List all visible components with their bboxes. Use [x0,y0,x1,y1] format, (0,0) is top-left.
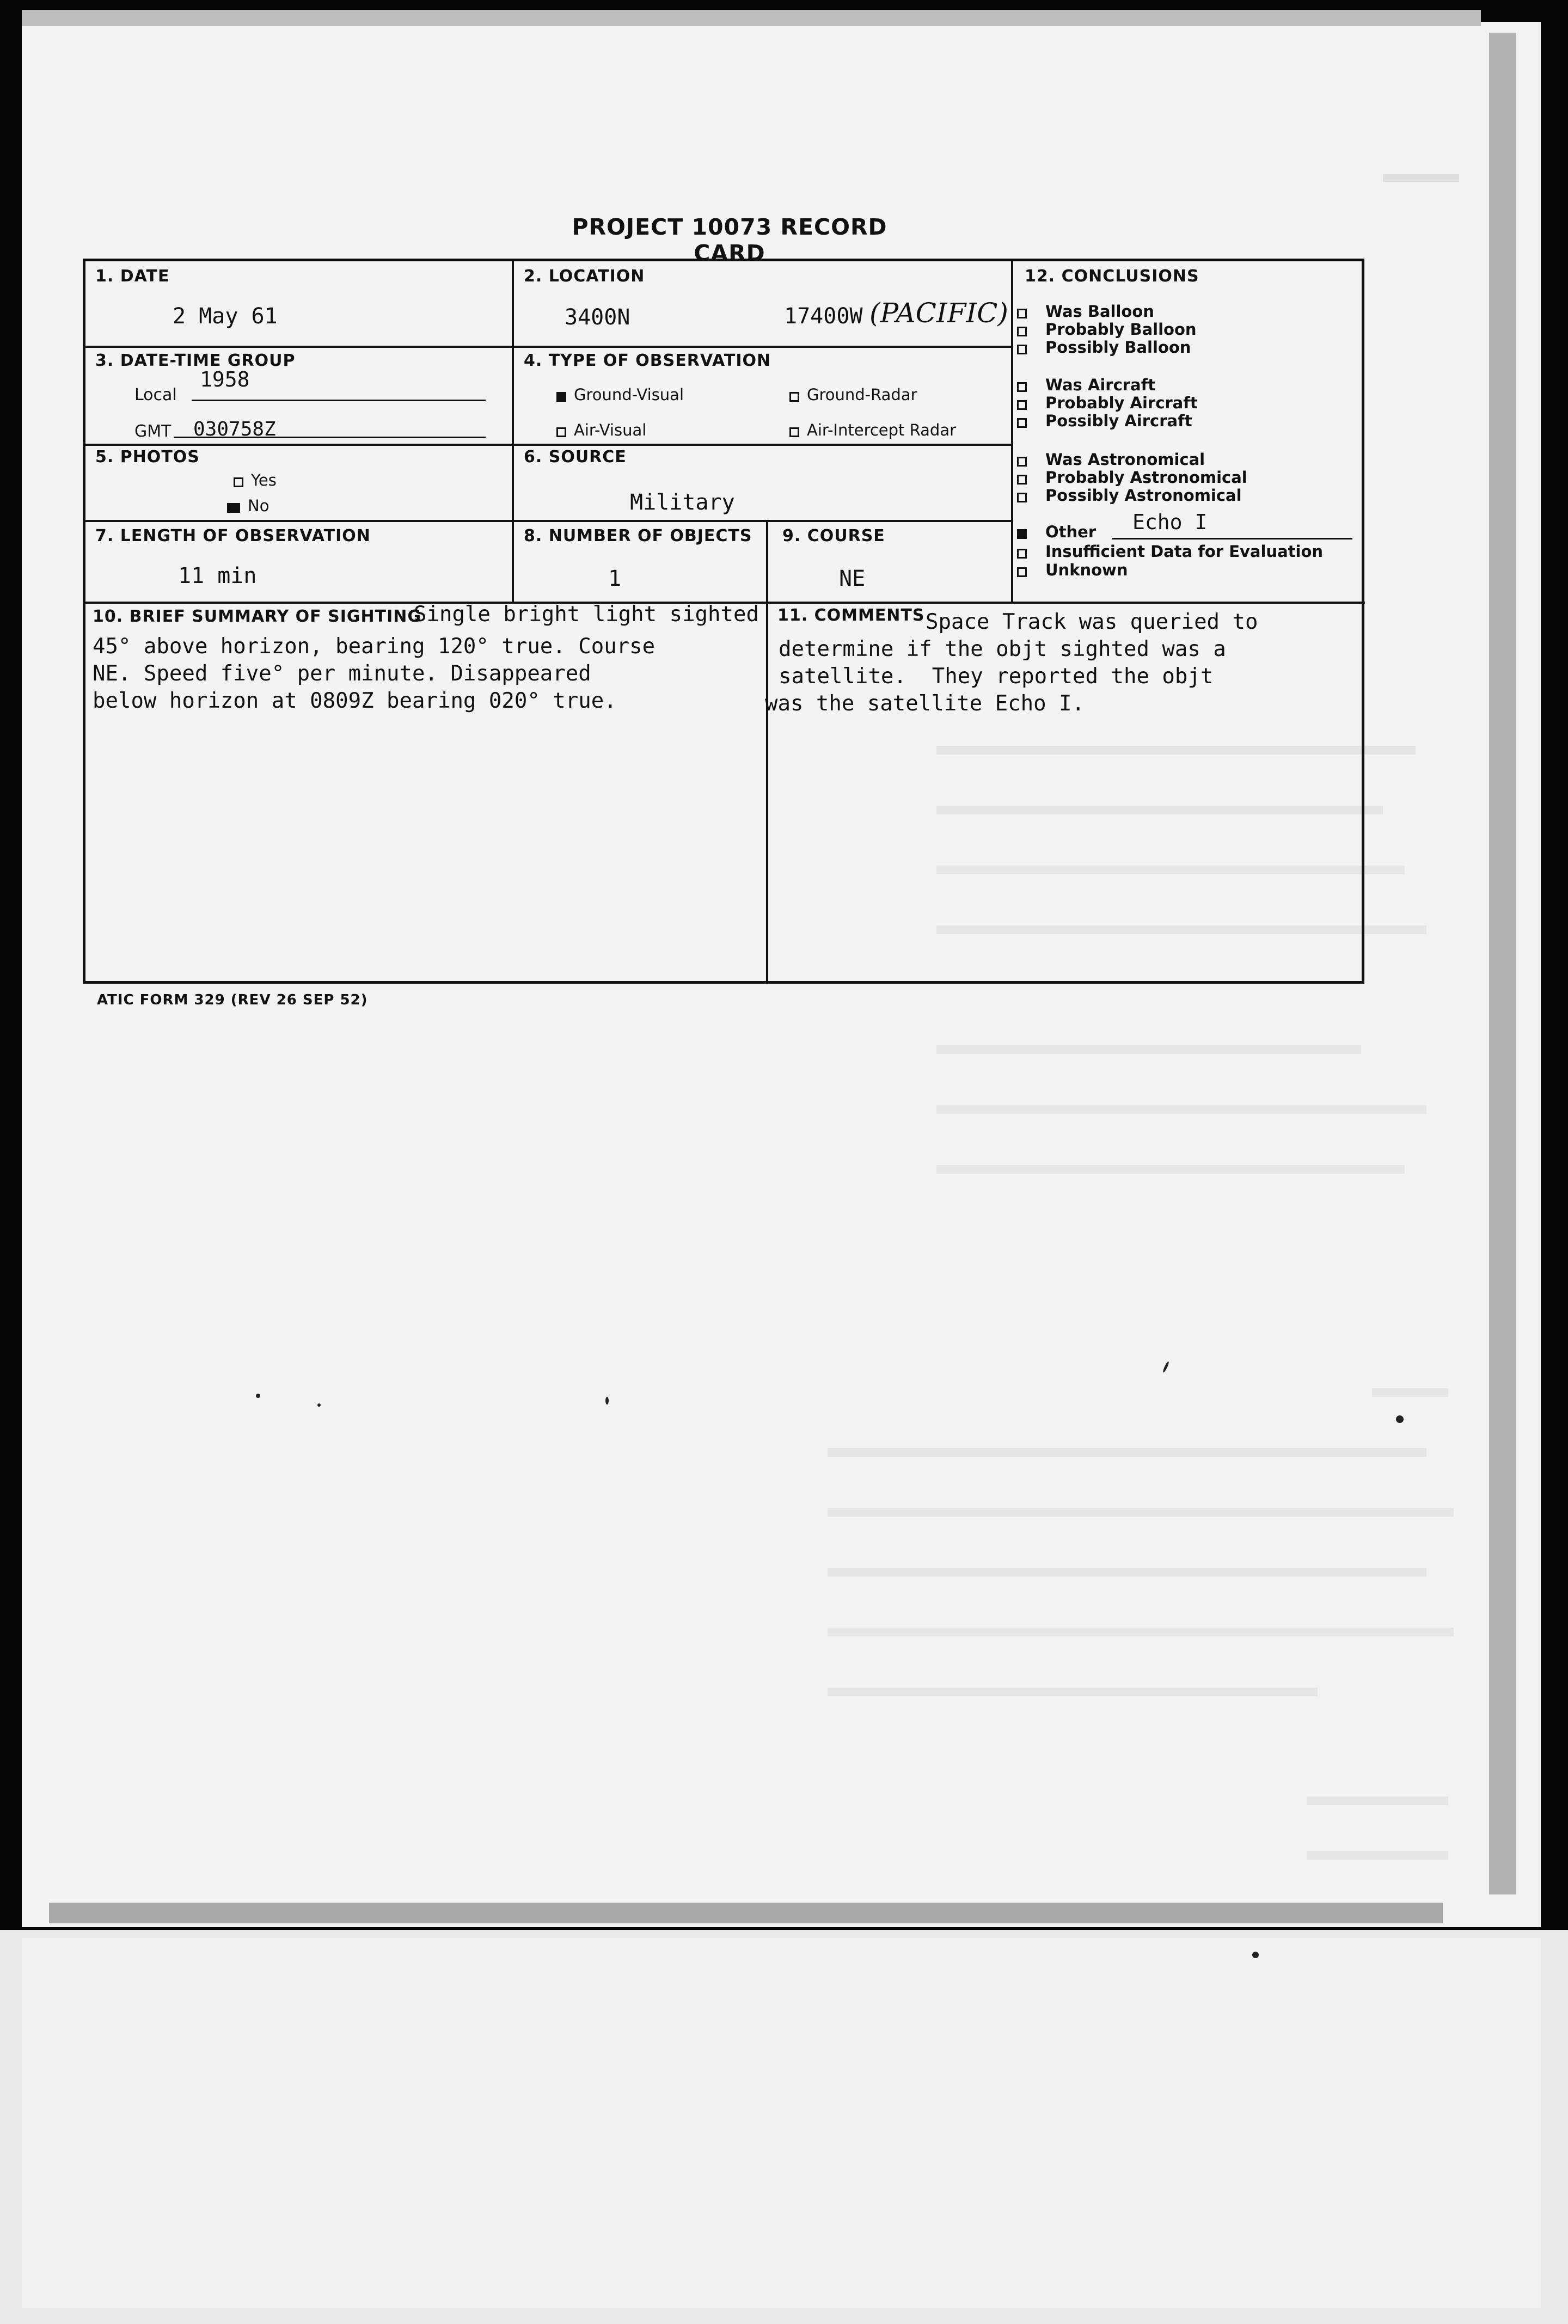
comments-line: was the satellite Echo I. [765,691,1085,716]
sheet-top-edge [22,10,1481,26]
checkbox-checked-icon [1017,529,1027,539]
conclusion-was-astronomical[interactable] [1017,450,1205,469]
summary-line: 45° above horizon, bearing 120° true. Course [93,634,656,659]
objects-value: 1 [608,566,622,591]
conclusion-was-balloon[interactable] [1017,302,1154,321]
checkbox-icon [1017,418,1027,428]
conclusion-label: Other [1045,523,1097,541]
lower-strip-inner [22,1938,1541,2308]
bleed-mark [936,1165,1405,1174]
scan-speck [317,1403,321,1407]
grid-line [85,444,1012,446]
checkbox-icon [1017,345,1027,354]
other-underline [1112,538,1352,539]
photos-label: 5. PHOTOS [95,447,200,467]
conclusion-label: Possibly Balloon [1045,338,1191,357]
checkbox-icon [1017,567,1027,577]
option-air-visual-label: Air-Visual [574,421,647,439]
grid-line [85,346,1012,348]
gmt-value: 030758Z [193,418,276,440]
bleed-mark [1307,1851,1448,1860]
scan-speck [605,1397,609,1405]
option-air-visual[interactable] [556,421,646,439]
conclusion-label: Insufficient Data for Evaluation [1045,542,1324,561]
bleed-mark [1372,1388,1448,1397]
bleed-mark [1307,1796,1448,1805]
local-value: 1958 [200,367,250,391]
sheet-bottom-edge [49,1903,1443,1923]
location-lat: 3400N [565,305,630,330]
grid-line [512,261,514,603]
length-value: 11 min [178,563,257,588]
bleed-mark [1383,174,1459,182]
conclusion-unknown[interactable] [1017,561,1128,579]
photos-yes[interactable] [234,471,277,489]
date-value: 2 May 61 [173,304,278,329]
checkbox-icon [1017,493,1027,502]
length-label: 7. LENGTH OF OBSERVATION [95,526,371,545]
bleed-mark [828,1508,1454,1517]
conclusion-label: Possibly Aircraft [1045,412,1192,430]
grid-line [766,520,768,603]
checkbox-icon [1017,475,1027,485]
checkbox-icon [1017,400,1027,410]
option-air-intercept-radar-label: Air-Intercept Radar [807,421,957,439]
grid-line [85,520,1012,522]
sheet-right-edge [1489,33,1516,1894]
form-id: ATIC FORM 329 (REV 26 SEP 52) [97,992,368,1008]
checkbox-icon [556,427,566,437]
checkbox-icon [1017,549,1027,559]
card-title: PROJECT 10073 RECORD CARD [572,214,887,266]
location-lon: 17400W [784,304,863,329]
conclusion-label: Probably Astronomical [1045,468,1247,487]
conclusion-possibly-aircraft[interactable] [1017,412,1192,430]
conclusion-probably-aircraft[interactable] [1017,394,1198,412]
location-label: 2. LOCATION [524,267,645,286]
conclusion-possibly-balloon[interactable] [1017,338,1191,357]
summary-label: 10. BRIEF SUMMARY OF SIGHTING [93,607,421,626]
source-label: 6. SOURCE [524,447,627,467]
course-label: 9. COURSE [782,526,885,545]
conclusion-probably-balloon[interactable] [1017,320,1197,339]
objects-label: 8. NUMBER OF OBJECTS [524,526,752,545]
checkbox-checked-icon [227,503,240,513]
photos-yes-label: Yes [251,471,277,489]
conclusion-label: Was Astronomical [1045,450,1205,469]
conclusion-label: Was Balloon [1045,302,1154,321]
conclusion-probably-astronomical[interactable] [1017,468,1247,487]
photos-no-label: No [248,496,270,515]
checkbox-icon [1017,309,1027,318]
bleed-mark [936,1045,1361,1054]
checkbox-icon [789,427,799,437]
conclusions-label: 12. CONCLUSIONS [1025,267,1199,286]
bleed-mark [828,1628,1454,1636]
bleed-mark [828,1448,1426,1457]
comments-line: Space Track was queried to [926,610,1258,634]
bleed-mark [828,1688,1318,1696]
conclusion-label: Unknown [1045,561,1128,579]
option-ground-radar[interactable] [789,385,917,404]
datetime-label: 3. DATE-TIME GROUP [95,351,296,370]
option-ground-visual-label: Ground-Visual [574,385,684,404]
grid-line [766,603,768,984]
grid-line [1011,261,1013,603]
course-value: NE [839,566,866,591]
conclusion-label: Possibly Astronomical [1045,486,1242,505]
comments-line: satellite. They reported the objt [779,664,1214,689]
scan-speck [1396,1415,1404,1423]
conclusion-other[interactable] [1017,523,1096,541]
option-ground-radar-label: Ground-Radar [807,385,917,404]
bleed-mark [828,1568,1426,1577]
conclusion-label: Probably Aircraft [1045,394,1198,412]
checkbox-icon [1017,382,1027,392]
comments-label: 11. COMMENTS [777,606,925,625]
photos-no[interactable] [227,496,269,515]
checkbox-icon [789,392,799,402]
local-underline [192,400,486,401]
location-note: (PACIFIC) [869,297,1008,329]
conclusion-possibly-astronomical[interactable] [1017,486,1242,505]
date-label: 1. DATE [95,267,170,286]
source-value: Military [630,490,735,515]
checkbox-icon [234,477,243,487]
summary-line: below horizon at 0809Z bearing 020° true. [93,689,617,713]
scan-speck [1252,1952,1259,1958]
conclusion-label: Was Aircraft [1045,376,1156,394]
option-air-intercept-radar[interactable] [789,421,956,439]
summary-line: Single bright light sighted [414,602,759,627]
scan-speck [256,1394,260,1398]
other-value: Echo I [1132,510,1208,534]
checkbox-icon [1017,327,1027,336]
local-label: Local [134,385,177,404]
conclusion-insufficient-data[interactable] [1017,542,1323,561]
comments-line: determine if the objt sighted was a [779,637,1226,661]
summary-line: NE. Speed five° per minute. Disappeared [93,661,591,686]
checkbox-checked-icon [556,392,566,402]
observation-type-label: 4. TYPE OF OBSERVATION [524,351,771,370]
conclusion-label: Probably Balloon [1045,320,1197,339]
conclusion-was-aircraft[interactable] [1017,376,1155,394]
checkbox-icon [1017,457,1027,467]
gmt-label: GMT [134,422,171,441]
bleed-mark [936,1105,1426,1114]
option-ground-visual[interactable] [556,385,684,404]
